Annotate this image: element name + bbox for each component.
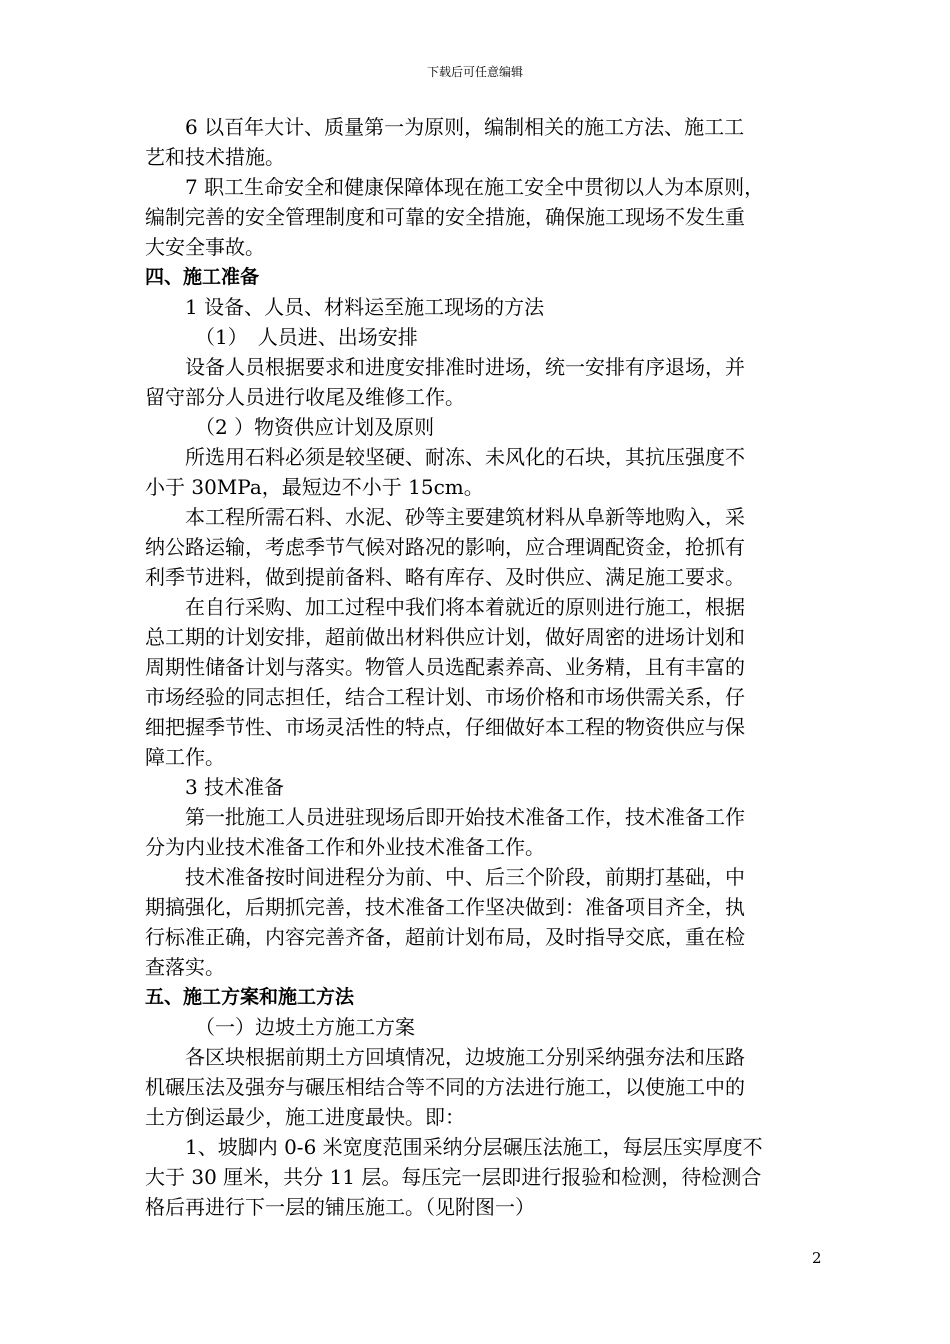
- paragraph-line: 纳公路运输，考虑季节气候对路况的影响，应合理调配资金，抢抓有: [145, 535, 745, 559]
- paragraph-line: 障工作。: [145, 745, 225, 769]
- paragraph-line: 7 职工生命安全和健康保障体现在施工安全中贯彻以人为本原则，: [185, 175, 765, 199]
- paragraph-line: （一）边坡土方施工方案: [195, 1015, 415, 1039]
- paragraph-line: 格后再进行下一层的铺压施工。（见附图一）: [145, 1195, 535, 1219]
- paragraph-line: 大于 30 厘米，共分 11 层。每压完一层即进行报验和检测，待检测合: [145, 1165, 762, 1189]
- paragraph-line: 市场经验的同志担任，结合工程计划、市场价格和市场供需关系，仔: [145, 685, 745, 709]
- paragraph-line: 本工程所需石料、水泥、砂等主要建筑材料从阜新等地购入，采: [185, 505, 745, 529]
- paragraph-line: 1、坡脚内 0-6 米宽度范围采纳分层碾压法施工，每层压实厚度不: [185, 1135, 763, 1159]
- paragraph-line: 期搞强化，后期抓完善，技术准备工作坚决做到：准备项目齐全，执: [145, 895, 745, 919]
- page-number: 2: [812, 1249, 822, 1267]
- paragraph-line: 第一批施工人员进驻现场后即开始技术准备工作，技术准备工作: [185, 805, 745, 829]
- paragraph-line: 设备人员根据要求和进度安排准时进场，统一安排有序退场，并: [185, 355, 745, 379]
- paragraph-line: 小于 30MPa，最短边不小于 15cm。: [145, 475, 484, 499]
- paragraph-line: 机碾压法及强夯与碾压相结合等不同的方法进行施工，以使施工中的: [145, 1075, 745, 1099]
- paragraph-line: 查落实。: [145, 955, 225, 979]
- section-heading: 五、施工方案和施工方法: [145, 986, 355, 1008]
- paragraph-line: 行标准正确，内容完善齐备，超前计划布局，及时指导交底，重在检: [145, 925, 745, 949]
- paragraph-line: （1） 人员进、出场安排: [195, 325, 418, 349]
- paragraph-line: 各区块根据前期土方回填情况，边坡施工分别采纳强夯法和压路: [185, 1045, 745, 1069]
- paragraph-line: 6 以百年大计、质量第一为原则，编制相关的施工方法、施工工: [185, 115, 745, 139]
- section-heading: 四、施工准备: [145, 266, 260, 288]
- paragraph-line: 周期性储备计划与落实。物管人员选配素养高、业务精，且有丰富的: [145, 655, 745, 679]
- paragraph-line: 艺和技术措施。: [145, 145, 285, 169]
- paragraph-line: 技术准备按时间进程分为前、中、后三个阶段，前期打基础，中: [185, 865, 745, 889]
- paragraph-line: 细把握季节性、市场灵活性的特点，仔细做好本工程的物资供应与保: [145, 715, 745, 739]
- paragraph-line: 3 技术准备: [185, 775, 285, 799]
- paragraph-line: 总工期的计划安排，超前做出材料供应计划，做好周密的进场计划和: [145, 625, 745, 649]
- paragraph-line: 所选用石料必须是较坚硬、耐冻、未风化的石块，其抗压强度不: [185, 445, 745, 469]
- document-body: [145, 112, 835, 1222]
- paragraph-line: 编制完善的安全管理制度和可靠的安全措施，确保施工现场不发生重: [145, 205, 745, 229]
- paragraph-line: （2 ）物资供应计划及原则: [195, 415, 435, 439]
- paragraph-line: 1 设备、人员、材料运至施工现场的方法: [185, 295, 545, 319]
- paragraph-line: 分为内业技术准备工作和外业技术准备工作。: [145, 835, 545, 859]
- paragraph-line: 利季节进料，做到提前备料、略有库存、及时供应、满足施工要求。: [145, 565, 745, 589]
- paragraph-line: 土方倒运最少，施工进度最快。即：: [145, 1105, 465, 1129]
- page-header-note: 下载后可任意编辑: [426, 65, 523, 79]
- paragraph-line: 在自行采购、加工过程中我们将本着就近的原则进行施工，根据: [185, 595, 745, 619]
- paragraph-line: 留守部分人员进行收尾及维修工作。: [145, 385, 465, 409]
- paragraph-line: 大安全事故。: [145, 235, 265, 259]
